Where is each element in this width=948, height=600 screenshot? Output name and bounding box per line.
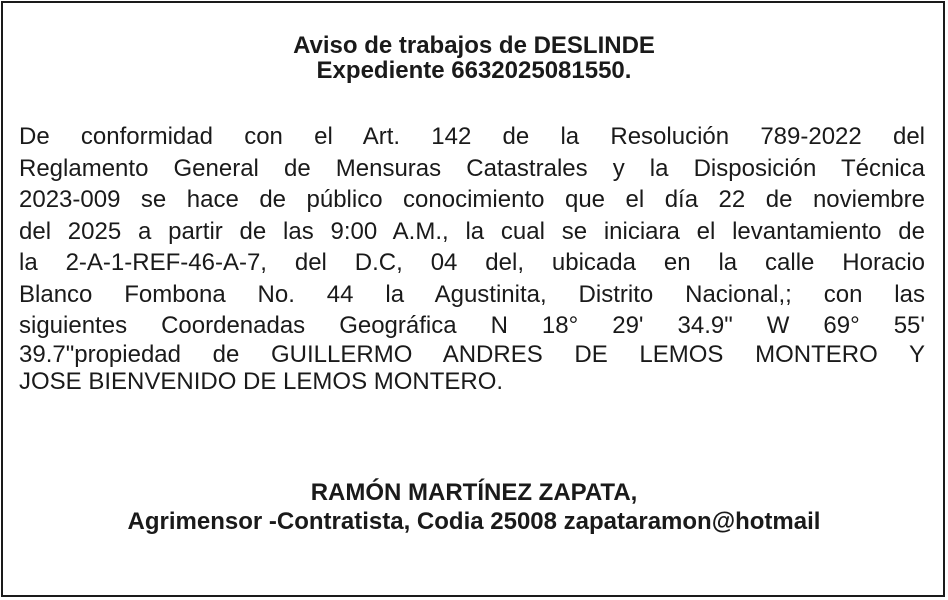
body-line: la 2-A-1-REF-46-A-7, del D.C, 04 del, ubicada en la calle Horacio: [19, 249, 925, 276]
body-line: 2023-009 se hace de público conocimiento que el día 22 de noviembre: [19, 186, 925, 213]
notice-title: Aviso de trabajos de DESLINDE: [293, 32, 655, 59]
body-line: Reglamento General de Mensuras Catastrales y la Disposición Técnica: [19, 154, 925, 182]
signature-name: RAMÓN MARTÍNEZ ZAPATA,: [310, 479, 638, 506]
body-line: del 2025 a partir de las 9:00 A.M., la cual se iniciara el levantamiento de: [19, 217, 925, 245]
body-line: JOSE BIENVENIDO DE LEMOS MONTERO.: [19, 367, 504, 395]
expediente-number: Expediente 6632025081550.: [316, 57, 632, 84]
notice-body: [19, 121, 925, 397]
body-line: De conformidad con el Art. 142 de la Resolución 789-2022 del: [19, 123, 925, 150]
body-line: siguientes Coordenadas Geográfica N 18° 29' 34.9" W 69° 55': [19, 312, 925, 339]
body-line: 39.7"propiedad de GUILLERMO ANDRES DE LEMOS MONTERO Y: [19, 340, 925, 368]
signature-role: Agrimensor -Contratista, Codia 25008 zapataramon@hotmail: [127, 508, 821, 535]
body-line: Blanco Fombona No. 44 la Agustinita, Distrito Nacional,; con las: [19, 280, 925, 308]
